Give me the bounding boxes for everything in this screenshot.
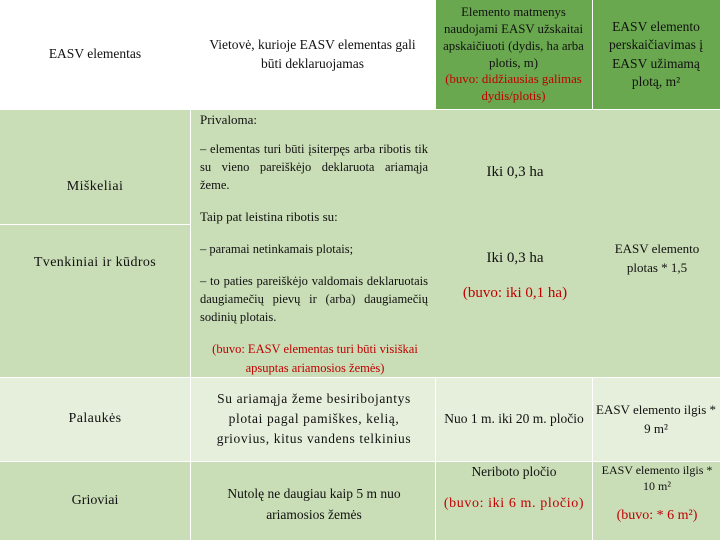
grioviai-size-was: (buvo: iki 6 m. pločio) (443, 496, 585, 511)
miskeliai-size: Iki 0,3 ha (486, 163, 544, 180)
tvenkiniai-was-note: (buvo: EASV elementas turi būti visiškai apsuptas ariamosios žemės) (212, 342, 418, 375)
miskeliai-name: Miškeliai (66, 178, 124, 194)
grioviai-conversion: EASV elemento ilgis * 10 m² (601, 462, 713, 493)
palaukes-conversion: EASV elemento ilgis * 9 m² (596, 401, 717, 436)
palaukes-name: Palaukės (68, 411, 122, 426)
header-col-dimensions (435, 0, 592, 109)
tvenkiniai-conversion: EASV elemento plotas * 1,5 (614, 240, 700, 275)
header-col-dimensions-was: (buvo: didžiausias galimas dydis/plotis) (445, 72, 582, 104)
palaukes-location: Su ariamąja žeme besiribojantys plotai pagal pamiškes, kelią, griovius, kitus vandens telkinius (216, 390, 412, 447)
palaukes-size: Nuo 1 m. iki 20 m. pločio (444, 411, 584, 426)
header-col-conversion (592, 0, 720, 109)
header-col-conversion-label: EASV elemento perskaičiavimas į EASV užimamą plotą, m² (608, 19, 704, 89)
grioviai-size: Neriboto pločio (471, 464, 557, 479)
tvenkiniai-item-1: – paramai netinkamais plotais; (200, 242, 354, 256)
miskeliai-required-label: Privaloma: (200, 112, 258, 127)
miskeliai-required-text: – elementas turi būti įsiterpęs arba ribotis tik su vieno pareiškėjo deklaruota ariamąja žeme. (200, 142, 428, 193)
header-col-dimensions-label: Elemento matmenys naudojami EASV užskaitai apskaičiuoti (dydis, ha arba plotis, m) (443, 4, 584, 70)
tvenkiniai-also-label: Taip pat leistina ribotis su: (200, 209, 338, 224)
tvenkiniai-item-2: – to paties pareiškėjo valdomais deklaruotais daugiamečių pievų ir (arba) daugiamečių sodinių plotais. (200, 274, 428, 325)
grioviai-location: Nutolę ne daugiau kaip 5 m nuo ariamosios žemės (227, 486, 401, 522)
header-col-element-label: EASV elementas (48, 46, 142, 62)
tvenkiniai-size-was: (buvo: iki 0,1 ha) (462, 284, 568, 301)
header-col-location (190, 0, 435, 109)
header-col-location-label: Vietovė, kurioje EASV elementas gali būti deklaruojamas (209, 37, 416, 71)
grioviai-name: Grioviai (71, 492, 119, 508)
miskeliai-name-cell (0, 109, 190, 224)
header-col-element (0, 0, 190, 109)
tvenkiniai-name: Tvenkiniai ir kūdros (33, 255, 157, 270)
tvenkiniai-size: Iki 0,3 ha (486, 249, 544, 266)
grioviai-conversion-was: (buvo: * 6 m²) (616, 508, 698, 523)
